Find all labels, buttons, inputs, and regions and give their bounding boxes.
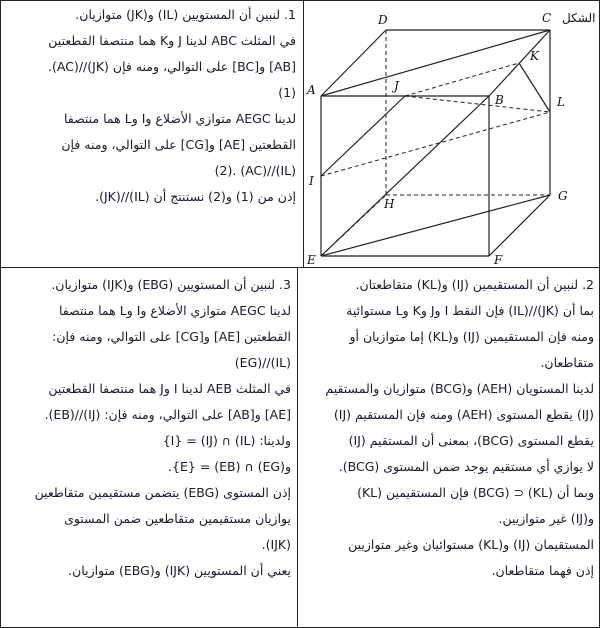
- sec2-line: و(IJ) غير متوازيين.: [498, 511, 594, 526]
- sec1-line: 1. لنبين أن المستويين (IL) و(JK) متوازيان.: [75, 7, 296, 22]
- sec3-line: لدينا AEGC متوازي الأضلاع وI وL هما منتصفا: [58, 303, 291, 318]
- sec2-line: لدينا المستويان (AEH) و(BCG) متوازيان والمستقيم: [325, 381, 594, 396]
- label-A: A: [307, 83, 316, 97]
- sec2-line: 2. لنبين أن المستقيمين (IJ) و(KL) متقاطعتان.: [355, 277, 594, 292]
- hidden-JL: [405, 96, 550, 112]
- label-J: J: [394, 79, 399, 93]
- sec1-line: إذن من (1) و(2) نستنتج أن (IL)//(JK).: [95, 189, 296, 204]
- sec3-line: (IL)//(EG): [234, 355, 291, 370]
- sec3-line: و(EG) ∩ (EB) = {E}.: [168, 459, 291, 474]
- sec2-line: بما أن (JK)//(IL) فإن النقط I وJ وK وL مستوائية: [346, 303, 594, 318]
- sec3-line: يوازيان مستقيمين متقاطعين ضمن المستوى: [64, 511, 291, 526]
- sec1-line: القطعتين [AE] و[CG] على التوالي، ومنه فإن: [61, 137, 296, 152]
- label-B: B: [495, 93, 504, 107]
- sec3-line: في المثلث AEB لدينا I وJ هما منتصفا القطعتين: [48, 381, 291, 396]
- seg-KL: [519, 63, 550, 112]
- sec2-line: إذن فهما متقاطعان.: [491, 563, 594, 578]
- sec3-line: ولدينا: (IL) ∩ (IJ) = {I}: [162, 433, 291, 448]
- edge-FG: [489, 195, 550, 256]
- label-L: L: [557, 95, 565, 109]
- sec3-line: [AE] و[AB] على التوالي، ومنه فإن: (IJ)//(EB).: [44, 407, 291, 422]
- sec1-line: [AB] و[BC] على التوالي، ومنه فإن (JK)//(AC).: [48, 59, 296, 74]
- sec2-line: (IJ) يقطع المستوى (AEH) ومنه فإن المستقيم (IJ): [333, 407, 594, 422]
- sec3-line: 3. لنبين أن المستويين (EBG) و(IJK) متوازيان.: [51, 277, 291, 292]
- divider-horizontal: [0, 267, 600, 268]
- hidden-JK: [405, 63, 519, 96]
- label-C: C: [542, 11, 552, 25]
- sec2-line: ومنه فإن المستقيمين (IJ) و(KL) إما متوازيان أو: [349, 329, 594, 344]
- sec1-line: (IL)//(AC) .(2): [214, 163, 296, 178]
- sec1-line: في المثلث ABC لدينا J وK هما منتصفا القطعتين: [48, 33, 296, 48]
- diag-EG: [321, 195, 550, 256]
- sec2-line: متقاطعان.: [540, 355, 594, 370]
- sec3-line: القطعتين [AE] و[CG] على التوالي، ومنه فإن:: [52, 329, 291, 344]
- sec3-line: (IJK).: [261, 537, 291, 552]
- section-1: [6, 2, 296, 210]
- diag-EB: [321, 96, 489, 256]
- label-G: G: [558, 189, 568, 203]
- figure-caption: الشكل: [562, 11, 596, 25]
- section-3: [6, 272, 291, 584]
- sec1-line: لدينا AEGC متوازي الأضلاع وI وL هما منتصفا: [63, 111, 296, 126]
- label-F: F: [494, 253, 503, 267]
- cube-figure: [304, 0, 600, 267]
- divider-vertical-bottom: [297, 267, 298, 628]
- sec3-line: إذن المستوى (EBG) يتضمن مستقيمين متقاطعين: [34, 485, 291, 500]
- sec2-line: يقطع المستوى (BCG)، بمعنى أن المستقيم (IJ): [348, 433, 594, 448]
- sec2-line: وبما أن (KL) ⊂ (BCG) فإن المستقيمين (KL): [357, 485, 594, 500]
- sec2-line: لا يوازي أي مستقيم يوجد ضمن المستوى (BCG).: [338, 459, 594, 474]
- label-K: K: [530, 49, 539, 63]
- diag-AC: [321, 30, 550, 96]
- sec3-line: يعني أن المستويين (IJK) و(EBG) متوازيان.: [68, 563, 291, 578]
- sec1-line: (1): [278, 85, 296, 100]
- label-D: D: [378, 13, 388, 27]
- label-H: H: [384, 197, 395, 211]
- label-E: E: [307, 253, 316, 267]
- sec2-line: المستقيمان (IJ) و(KL) مستوائيان وغير متوازيين: [348, 537, 594, 552]
- label-I: I: [309, 174, 314, 188]
- section-2: [306, 272, 594, 584]
